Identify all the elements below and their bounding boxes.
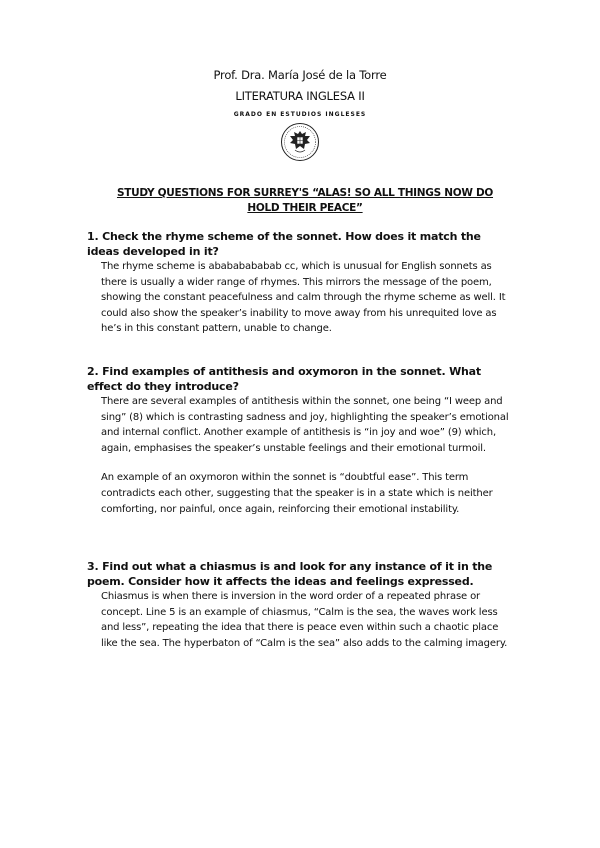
answer-block: [101, 259, 512, 337]
question-heading: [87, 365, 512, 394]
degree-name: GRADO EN ESTUDIOS INGLESES: [233, 111, 367, 118]
answer-block: [101, 394, 512, 517]
course-title: LITERATURA INGLESA II: [235, 89, 365, 103]
question-number: 1.: [87, 230, 99, 243]
question-heading: [87, 230, 512, 259]
question-number: 3.: [87, 560, 99, 573]
answer-paragraph: An example of an oxymoron within the sonnet is “doubtful ease”. This term contradicts each other, suggesting that the speaker is in a state which is neither comforting, nor painful, once again, reinforcing their emotional instability.: [101, 472, 493, 515]
document-title: STUDY QUESTIONS FOR SURREY'S “ALAS! SO ALL THINGS NOW DO HOLD THEIR PEACE”: [116, 187, 494, 214]
question-text: Check the rhyme scheme of the sonnet. How does it match the ideas developed in it?: [87, 230, 481, 258]
question-block-2: [87, 365, 512, 531]
answer-paragraph: There are several examples of antithesis within the sonnet, one being “I weep and sing” (8) which is contrasting sadness and joy, highlighting the speaker’s emotional and internal conflict. Another example of antithesis is “in joy and woe” (9) which, again, emphasises the speaker’s unstable feelings and their emotional turmoil.: [101, 396, 509, 454]
answer-paragraph: The rhyme scheme is abababababab cc, which is unusual for English sonnets as there is usually a wider range of rhymes. This mirrors the message of the poem, showing the constant peacefulness and calm through the rhyme scheme as well. It could also show the speaker’s inability to move away from his unrequited love as he’s in this constant pattern, unable to change.: [101, 261, 506, 335]
professor-name: Prof. Dra. María José de la Torre: [213, 68, 387, 82]
question-heading: [87, 560, 512, 589]
document-header: [0, 68, 600, 162]
answer-paragraph: Chiasmus is when there is inversion in the word order of a repeated phrase or concept. Line 5 is an example of chiasmus, “Calm is the sea, the waves work less and less”, repeating the idea that there is peace even within such a chaotic place like the sea. The hyperbaton of “Calm is the sea” also adds to the calming imagery.: [101, 591, 508, 649]
question-block-1: [87, 230, 512, 351]
answer-block: [101, 589, 512, 651]
question-number: 2.: [87, 365, 99, 378]
question-block-3: [87, 560, 512, 665]
question-text: Find out what a chiasmus is and look for any instance of it in the poem. Consider how it affects the ideas and feelings expressed.: [87, 560, 493, 588]
university-crest-icon: [280, 122, 320, 162]
question-text: Find examples of antithesis and oxymoron in the sonnet. What effect do they introduce?: [87, 365, 481, 393]
